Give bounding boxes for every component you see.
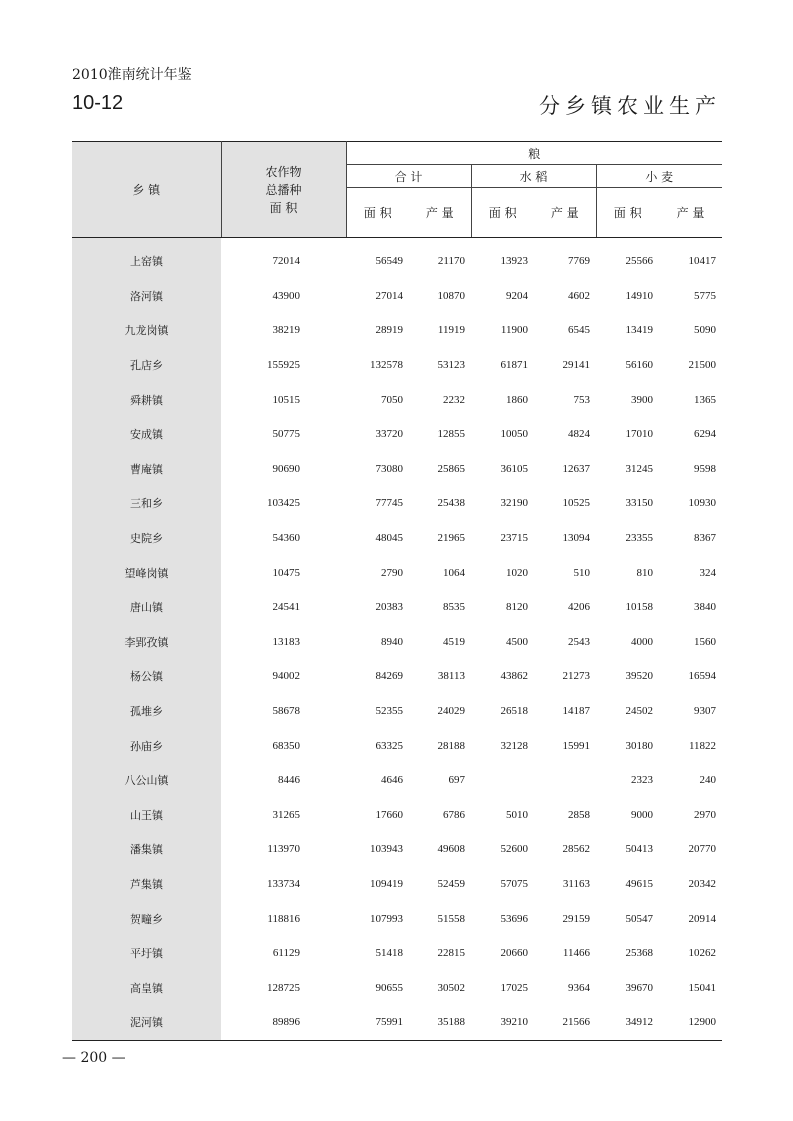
grain-total-area: 103943 bbox=[370, 843, 403, 856]
wheat-yield: 324 bbox=[699, 566, 717, 579]
rice-area: 26518 bbox=[500, 705, 528, 718]
grain-total-area: 52355 bbox=[375, 705, 403, 718]
table-row bbox=[72, 382, 722, 417]
grain-total-area: 7050 bbox=[381, 393, 403, 406]
rice-yield: 7769 bbox=[568, 255, 590, 268]
total-sown-area: 128725 bbox=[267, 981, 300, 994]
wheat-area: 25566 bbox=[625, 255, 653, 268]
wheat-yield: 1365 bbox=[694, 393, 717, 406]
rice-yield: 15991 bbox=[562, 739, 590, 752]
town-name: 泥河镇 bbox=[72, 1005, 221, 1040]
wheat-yield: 5090 bbox=[694, 324, 717, 337]
rice-yield bbox=[534, 763, 596, 798]
rice-yield: 2543 bbox=[568, 635, 590, 648]
total-sown-area: 113970 bbox=[267, 843, 300, 856]
grain-total-area: 8940 bbox=[381, 635, 403, 648]
grain-total-yield: 53123 bbox=[437, 359, 465, 372]
total-sown-area: 155925 bbox=[267, 359, 300, 372]
grain-total-area: 77745 bbox=[375, 497, 403, 510]
wheat-yield: 6294 bbox=[694, 428, 717, 441]
total-sown-area: 90690 bbox=[272, 462, 300, 475]
grain-total-yield: 52459 bbox=[437, 877, 465, 890]
total-sown-area: 43900 bbox=[272, 289, 300, 302]
header-wheat-yield: 产 量 bbox=[659, 188, 722, 238]
total-sown-area: 31265 bbox=[272, 808, 300, 821]
grain-total-area: 132578 bbox=[370, 359, 403, 372]
statistics-table-container bbox=[72, 141, 722, 1041]
grain-total-area: 33720 bbox=[375, 428, 403, 441]
table-header bbox=[72, 142, 722, 238]
rice-area: 4500 bbox=[506, 635, 528, 648]
header-wheat: 小 麦 bbox=[596, 165, 722, 188]
town-name: 山王镇 bbox=[72, 798, 221, 833]
total-sown-area: 24541 bbox=[272, 601, 300, 614]
wheat-yield: 20770 bbox=[688, 843, 717, 856]
grain-total-yield: 2232 bbox=[443, 393, 465, 406]
grain-total-area: 17660 bbox=[375, 808, 403, 821]
town-name: 九龙岗镇 bbox=[72, 313, 221, 348]
rice-area: 53696 bbox=[500, 912, 528, 925]
rice-area: 5010 bbox=[506, 808, 528, 821]
rice-yield: 510 bbox=[573, 566, 590, 579]
rice-area: 8120 bbox=[506, 601, 528, 614]
grain-total-area: 63325 bbox=[375, 739, 403, 752]
total-sown-area: 68350 bbox=[272, 739, 300, 752]
grain-total-area: 84269 bbox=[375, 670, 403, 683]
total-sown-area: 72014 bbox=[272, 255, 300, 268]
wheat-yield: 12900 bbox=[659, 1005, 722, 1040]
grain-total-yield: 30502 bbox=[437, 981, 465, 994]
grain-total-area: 107993 bbox=[370, 912, 403, 925]
wheat-area: 50413 bbox=[625, 843, 653, 856]
grain-total-yield: 11919 bbox=[437, 324, 465, 337]
wheat-yield: 20342 bbox=[688, 877, 717, 890]
wheat-area: 24502 bbox=[625, 705, 653, 718]
rice-yield: 2858 bbox=[568, 808, 590, 821]
rice-yield: 28562 bbox=[562, 843, 590, 856]
wheat-area: 13419 bbox=[625, 324, 653, 337]
rice-yield: 12637 bbox=[562, 462, 590, 475]
grain-total-yield: 697 bbox=[448, 774, 465, 787]
town-name: 三和乡 bbox=[72, 486, 221, 521]
wheat-area: 39520 bbox=[625, 670, 653, 683]
table-row bbox=[72, 521, 722, 556]
table-row bbox=[72, 348, 722, 383]
header-rice-area: 面 积 bbox=[471, 188, 534, 238]
wheat-area: 34912 bbox=[596, 1005, 659, 1040]
wheat-yield: 11822 bbox=[688, 739, 717, 752]
total-sown-area: 118816 bbox=[267, 912, 300, 925]
town-name: 孤堆乡 bbox=[72, 694, 221, 729]
rice-yield: 4824 bbox=[568, 428, 590, 441]
wheat-area: 30180 bbox=[625, 739, 653, 752]
header-subtotal-area: 面 积 bbox=[346, 188, 409, 238]
header-total-sown-area bbox=[221, 142, 346, 238]
table-row bbox=[72, 417, 722, 452]
wheat-area: 39670 bbox=[625, 981, 653, 994]
wheat-area: 3900 bbox=[631, 393, 653, 406]
header-town: 乡 镇 bbox=[72, 142, 221, 238]
total-sown-area: 61129 bbox=[272, 947, 300, 960]
total-sown-area: 10515 bbox=[272, 393, 300, 406]
rice-yield: 4206 bbox=[568, 601, 590, 614]
grain-total-area: 28919 bbox=[375, 324, 403, 337]
total-sown-area: 89896 bbox=[221, 1005, 346, 1040]
town-name: 望峰岗镇 bbox=[72, 555, 221, 590]
town-name: 曹庵镇 bbox=[72, 452, 221, 487]
table-row bbox=[72, 798, 722, 833]
rice-yield: 753 bbox=[573, 393, 590, 406]
table-row bbox=[72, 763, 722, 798]
table-body bbox=[72, 238, 722, 1041]
table-row bbox=[72, 590, 722, 625]
town-name: 孙庙乡 bbox=[72, 728, 221, 763]
town-name: 史院乡 bbox=[72, 521, 221, 556]
total-sown-area: 133734 bbox=[267, 877, 300, 890]
table-row bbox=[72, 452, 722, 487]
header-wheat-area: 面 积 bbox=[596, 188, 659, 238]
rice-area: 13923 bbox=[500, 255, 528, 268]
table-row bbox=[72, 313, 722, 348]
header-rice-yield: 产 量 bbox=[534, 188, 596, 238]
total-sown-area: 103425 bbox=[267, 497, 300, 510]
grain-total-area: 4646 bbox=[381, 774, 403, 787]
table-row bbox=[72, 625, 722, 660]
grain-total-area: 56549 bbox=[375, 255, 403, 268]
rice-area bbox=[471, 763, 534, 798]
total-sown-area: 94002 bbox=[272, 670, 300, 683]
wheat-area: 17010 bbox=[625, 428, 653, 441]
wheat-area: 31245 bbox=[625, 462, 653, 475]
town-name: 芦集镇 bbox=[72, 867, 221, 902]
rice-yield: 21566 bbox=[534, 1005, 596, 1040]
grain-total-yield: 6786 bbox=[443, 808, 465, 821]
rice-yield: 6545 bbox=[568, 324, 590, 337]
rice-yield: 10525 bbox=[562, 497, 590, 510]
total-sown-area: 38219 bbox=[272, 324, 300, 337]
wheat-area: 14910 bbox=[625, 289, 653, 302]
rice-area: 32190 bbox=[500, 497, 528, 510]
table-row bbox=[72, 1005, 722, 1040]
table-row bbox=[72, 936, 722, 971]
total-sown-area: 54360 bbox=[272, 532, 300, 545]
town-name: 安成镇 bbox=[72, 417, 221, 452]
grain-total-yield: 51558 bbox=[437, 912, 465, 925]
grain-total-yield: 21965 bbox=[437, 532, 465, 545]
total-sown-area: 58678 bbox=[272, 705, 300, 718]
grain-total-yield: 12855 bbox=[437, 428, 465, 441]
table-row bbox=[72, 486, 722, 521]
wheat-area: 50547 bbox=[625, 912, 653, 925]
rice-yield: 13094 bbox=[562, 532, 590, 545]
table-row bbox=[72, 901, 722, 936]
rice-yield: 29159 bbox=[562, 912, 590, 925]
rice-area: 52600 bbox=[500, 843, 528, 856]
town-name: 舜耕镇 bbox=[72, 382, 221, 417]
grain-total-yield: 35188 bbox=[409, 1005, 471, 1040]
wheat-yield: 3840 bbox=[694, 601, 717, 614]
header-total-line-1: 农作物 bbox=[265, 164, 302, 179]
grain-total-yield: 28188 bbox=[437, 739, 465, 752]
header-total-line-2: 总播种 bbox=[265, 182, 302, 197]
wheat-area: 2323 bbox=[631, 774, 653, 787]
rice-area: 20660 bbox=[500, 947, 528, 960]
town-name: 杨公镇 bbox=[72, 659, 221, 694]
table-row bbox=[72, 867, 722, 902]
wheat-yield: 10262 bbox=[688, 947, 717, 960]
rice-area: 9204 bbox=[506, 289, 528, 302]
wheat-area: 49615 bbox=[625, 877, 653, 890]
rice-area: 11900 bbox=[500, 324, 528, 337]
wheat-yield: 9307 bbox=[694, 705, 717, 718]
wheat-yield: 1560 bbox=[694, 635, 717, 648]
wheat-yield: 15041 bbox=[688, 981, 717, 994]
rice-area: 23715 bbox=[500, 532, 528, 545]
wheat-area: 9000 bbox=[631, 808, 653, 821]
rice-area: 10050 bbox=[500, 428, 528, 441]
section-code: 10-12 bbox=[72, 92, 124, 114]
rice-area: 1860 bbox=[506, 393, 528, 406]
header-grain: 粮 bbox=[346, 142, 722, 165]
wheat-area: 4000 bbox=[631, 635, 653, 648]
grain-total-area: 27014 bbox=[375, 289, 403, 302]
page-number: — 200 — bbox=[62, 1050, 126, 1066]
grain-total-area: 51418 bbox=[375, 947, 403, 960]
rice-yield: 31163 bbox=[562, 877, 590, 890]
table-row bbox=[72, 555, 722, 590]
grain-total-yield: 1064 bbox=[443, 566, 465, 579]
rice-area: 1020 bbox=[506, 566, 528, 579]
rice-yield: 21273 bbox=[562, 670, 590, 683]
total-sown-area: 13183 bbox=[272, 635, 300, 648]
header-subtotal-yield: 产 量 bbox=[409, 188, 471, 238]
table-row bbox=[72, 832, 722, 867]
town-name: 孔店乡 bbox=[72, 348, 221, 383]
grain-total-yield: 25865 bbox=[437, 462, 465, 475]
grain-total-yield: 4519 bbox=[443, 635, 465, 648]
wheat-area: 33150 bbox=[625, 497, 653, 510]
town-name: 潘集镇 bbox=[72, 832, 221, 867]
grain-total-yield: 38113 bbox=[437, 670, 465, 683]
town-name: 洛河镇 bbox=[72, 279, 221, 314]
rice-area: 61871 bbox=[500, 359, 528, 372]
rice-area: 36105 bbox=[500, 462, 528, 475]
wheat-yield: 240 bbox=[699, 774, 717, 787]
grain-total-yield: 8535 bbox=[443, 601, 465, 614]
wheat-yield: 21500 bbox=[688, 359, 717, 372]
wheat-yield: 2970 bbox=[694, 808, 717, 821]
header-total-line-3: 面 积 bbox=[269, 200, 298, 215]
wheat-area: 25368 bbox=[625, 947, 653, 960]
rice-yield: 4602 bbox=[568, 289, 590, 302]
grain-total-area: 48045 bbox=[375, 532, 403, 545]
grain-total-yield: 24029 bbox=[437, 705, 465, 718]
rice-area: 39210 bbox=[471, 1005, 534, 1040]
grain-total-area: 2790 bbox=[381, 566, 403, 579]
wheat-yield: 10930 bbox=[688, 497, 717, 510]
wheat-yield: 9598 bbox=[694, 462, 717, 475]
total-sown-area: 10475 bbox=[272, 566, 300, 579]
town-name: 高皇镇 bbox=[72, 970, 221, 1005]
rice-yield: 9364 bbox=[568, 981, 590, 994]
grain-total-yield: 49608 bbox=[437, 843, 465, 856]
table-row bbox=[72, 970, 722, 1005]
wheat-area: 810 bbox=[636, 566, 653, 579]
rice-area: 17025 bbox=[500, 981, 528, 994]
grain-total-yield: 21170 bbox=[437, 255, 465, 268]
table-row bbox=[72, 238, 722, 279]
rice-area: 32128 bbox=[500, 739, 528, 752]
grain-total-yield: 22815 bbox=[437, 947, 465, 960]
rice-area: 43862 bbox=[500, 670, 528, 683]
header-subtotal: 合 计 bbox=[346, 165, 471, 188]
header-rice: 水 稻 bbox=[471, 165, 596, 188]
town-name: 平圩镇 bbox=[72, 936, 221, 971]
town-name: 唐山镇 bbox=[72, 590, 221, 625]
wheat-yield: 16594 bbox=[688, 670, 717, 683]
grain-total-area: 73080 bbox=[375, 462, 403, 475]
grain-total-area: 90655 bbox=[375, 981, 403, 994]
grain-total-area: 109419 bbox=[370, 877, 403, 890]
section-title: 分乡镇农业生产 bbox=[539, 94, 721, 118]
rice-yield: 11466 bbox=[562, 947, 590, 960]
town-name: 八公山镇 bbox=[72, 763, 221, 798]
town-name: 上窑镇 bbox=[72, 238, 221, 279]
wheat-yield: 10417 bbox=[688, 255, 717, 268]
grain-total-yield: 10870 bbox=[437, 289, 465, 302]
yearbook-title: 2010淮南统计年鉴 bbox=[72, 67, 192, 83]
wheat-yield: 20914 bbox=[688, 912, 717, 925]
grain-total-yield: 25438 bbox=[437, 497, 465, 510]
table-row bbox=[72, 659, 722, 694]
rice-yield: 14187 bbox=[562, 705, 590, 718]
rice-yield: 29141 bbox=[562, 359, 590, 372]
wheat-area: 23355 bbox=[625, 532, 653, 545]
wheat-area: 10158 bbox=[625, 601, 653, 614]
wheat-area: 56160 bbox=[625, 359, 653, 372]
total-sown-area: 8446 bbox=[278, 774, 300, 787]
town-name: 李郢孜镇 bbox=[72, 625, 221, 660]
town-name: 贺疃乡 bbox=[72, 901, 221, 936]
wheat-yield: 8367 bbox=[694, 532, 717, 545]
table-row bbox=[72, 728, 722, 763]
statistics-table bbox=[72, 141, 722, 1041]
grain-total-area: 20383 bbox=[375, 601, 403, 614]
rice-area: 57075 bbox=[500, 877, 528, 890]
table-row bbox=[72, 279, 722, 314]
total-sown-area: 50775 bbox=[272, 428, 300, 441]
wheat-yield: 5775 bbox=[694, 289, 717, 302]
grain-total-area: 75991 bbox=[346, 1005, 409, 1040]
table-row bbox=[72, 694, 722, 729]
